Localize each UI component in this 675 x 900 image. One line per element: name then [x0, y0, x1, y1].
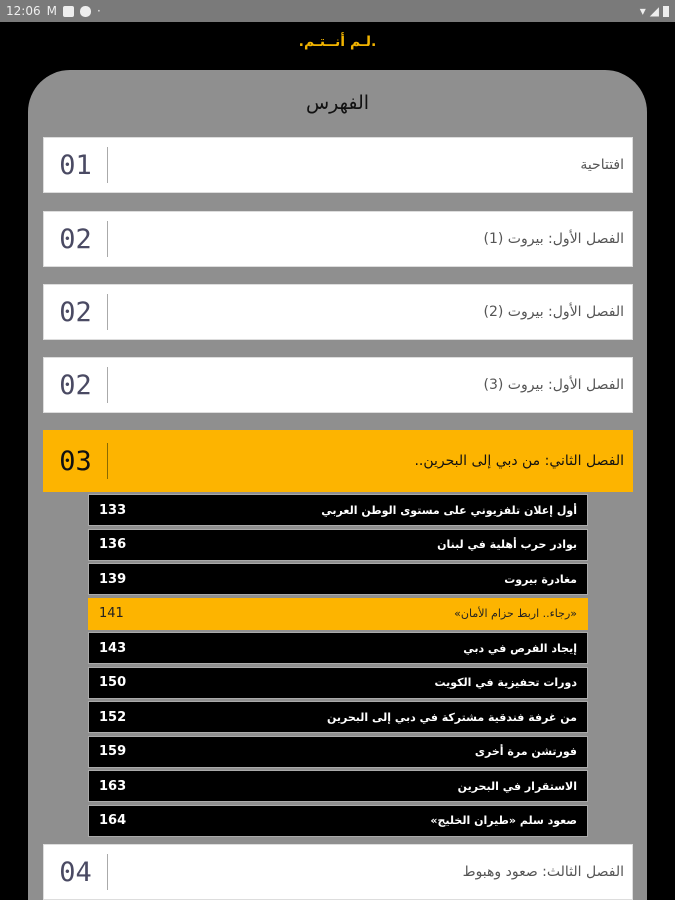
wifi-icon: ▾: [639, 4, 646, 18]
app-title: .لـم أنــتـم.: [298, 34, 377, 50]
index-card: [28, 70, 647, 900]
dot-icon: ·: [96, 4, 101, 18]
chapter-label: الفصل الأول: بيروت (2): [483, 304, 624, 320]
section-row[interactable]: [88, 736, 588, 768]
section-label: مغادرة بيروت: [504, 572, 577, 586]
section-page: 152: [99, 709, 127, 725]
battery-icon: [663, 6, 669, 17]
section-label: «رجاء.. اربط حزام الأمان»: [454, 607, 577, 620]
chapter-label: الفصل الأول: بيروت (3): [483, 377, 624, 393]
chapter-row[interactable]: [43, 430, 633, 492]
section-row[interactable]: [88, 701, 588, 733]
section-page: 141: [99, 606, 124, 621]
chapter-row[interactable]: [43, 211, 633, 267]
section-label: فورتشن مرة أخرى: [474, 745, 577, 758]
section-page: 163: [99, 778, 127, 794]
chapter-number: 03: [44, 443, 108, 479]
chapter-label: افتتاحية: [580, 157, 624, 173]
section-page: 139: [99, 571, 127, 587]
chapter-number: 02: [44, 221, 108, 257]
chapter-number: 02: [44, 367, 108, 403]
section-page: 164: [99, 813, 127, 828]
section-row[interactable]: [88, 563, 588, 595]
chapter-row[interactable]: [43, 284, 633, 340]
section-label: صعود سلم «طيران الخليج»: [430, 814, 577, 827]
status-time: 12:06: [6, 4, 41, 18]
chapter-label: الفصل الثاني: من دبي إلى البحرين..: [414, 453, 624, 469]
section-label: أول إعلان تلفزيوني على مستوى الوطن العربي: [321, 503, 577, 517]
section-label: من غرفة فندقية مشتركة في دبي إلى البحرين: [326, 710, 577, 724]
chapter-number: 02: [44, 294, 108, 330]
section-page: 136: [99, 537, 127, 552]
chapter-row[interactable]: [43, 357, 633, 413]
section-page: 159: [99, 744, 127, 759]
section-page: 133: [99, 502, 127, 518]
bag-icon: [80, 6, 91, 17]
section-row[interactable]: [88, 598, 588, 630]
chapter-number: 01: [44, 147, 108, 183]
chapter-label: الفصل الثالث: صعود وهبوط: [462, 864, 624, 880]
section-label: دورات تحفيزية في الكويت: [434, 676, 577, 689]
section-row[interactable]: [88, 494, 588, 526]
section-label: بوادر حرب أهلية في لبنان: [437, 538, 577, 551]
section-row[interactable]: [88, 770, 588, 802]
section-page: 150: [99, 675, 127, 690]
status-bar: [0, 0, 675, 22]
section-page: 143: [99, 640, 127, 656]
section-label: إيجاد الفرص في دبي: [463, 641, 577, 655]
chapter-number: 04: [44, 854, 108, 890]
section-row[interactable]: [88, 667, 588, 699]
chapter-label: الفصل الأول: بيروت (1): [483, 231, 624, 247]
signal-icon: ◢: [649, 4, 659, 18]
flipboard-icon: [63, 6, 74, 17]
index-title: الفهرس: [305, 92, 370, 114]
gmail-icon: M: [46, 4, 57, 18]
chapter-row-next[interactable]: [43, 844, 633, 900]
chapter-row[interactable]: [43, 137, 633, 193]
section-row[interactable]: [88, 529, 588, 561]
section-label: الاستقرار في البحرين: [457, 779, 577, 793]
section-row[interactable]: [88, 805, 588, 837]
section-row[interactable]: [88, 632, 588, 664]
